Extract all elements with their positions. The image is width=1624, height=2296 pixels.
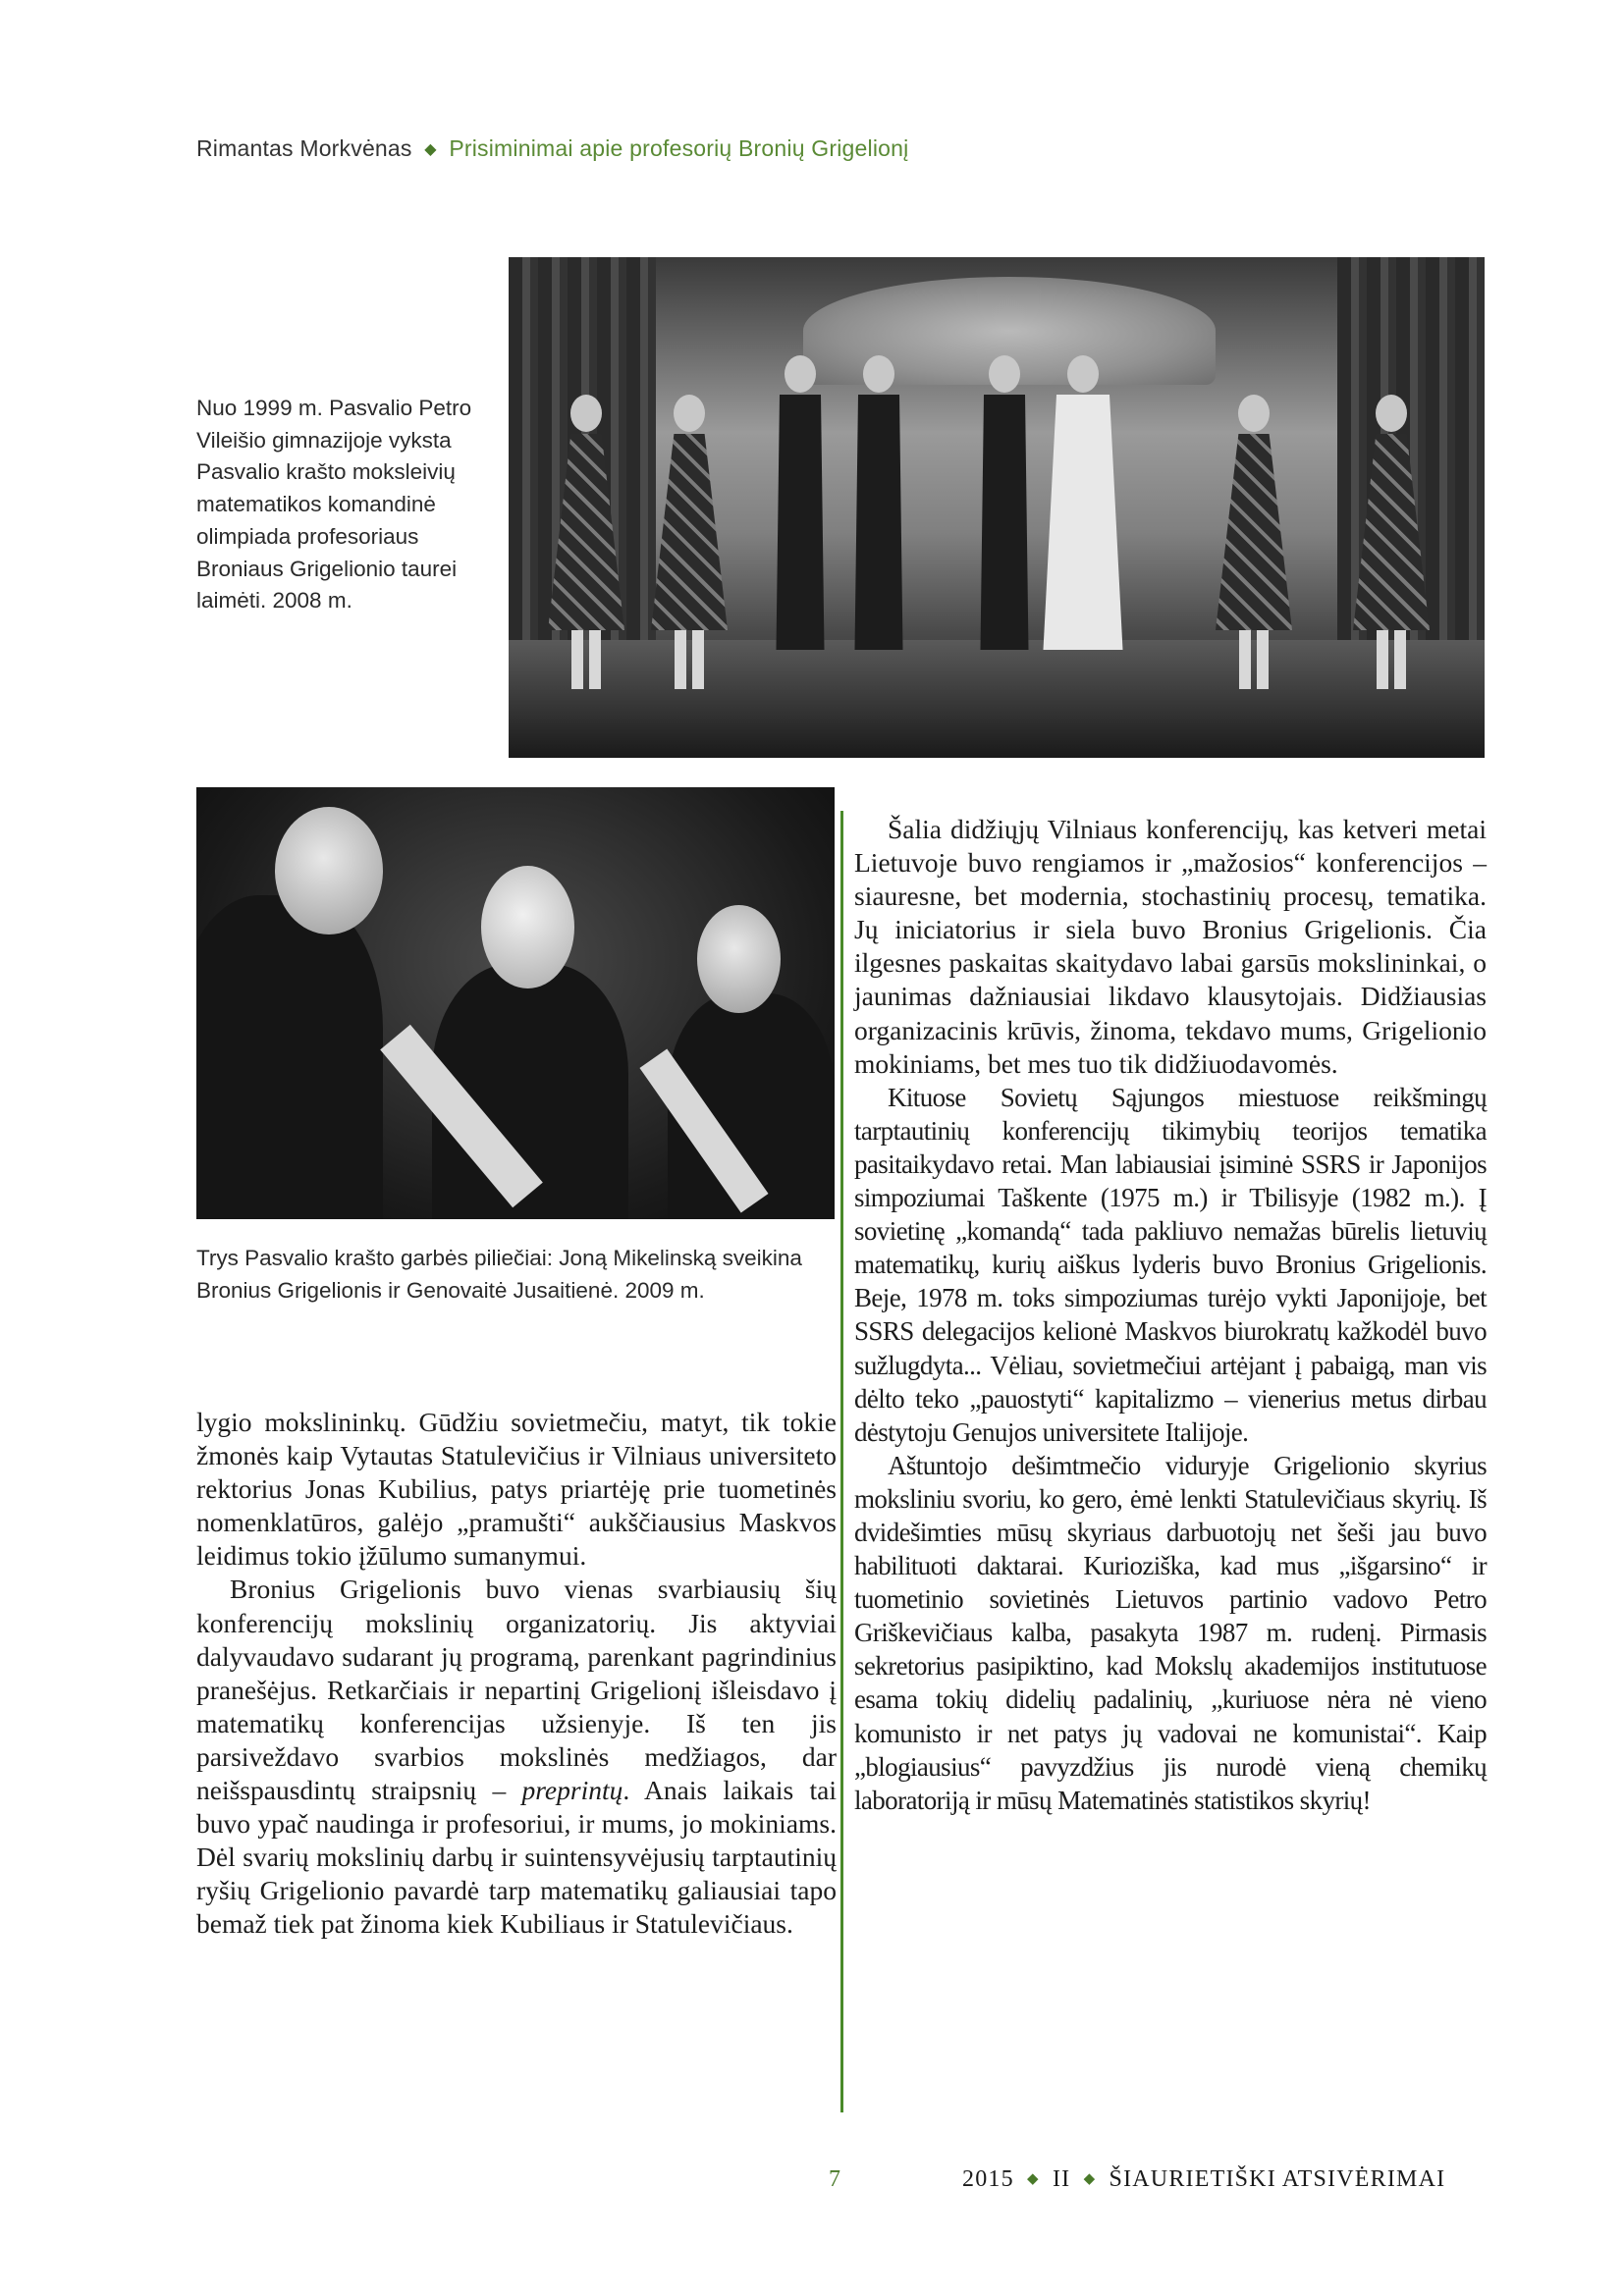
left-column	[196, 1406, 837, 1942]
person-right-face	[697, 905, 781, 1013]
paragraph: Šalia didžiųjų Vilniaus konferencijų, kas ketveri metai Lietuvoje buvo rengiamos ir „mažosios“ konferencijos – siauresne, bet modernia, stochastinių procesų, tematika. Jų iniciatorius ir siela buvo Bronius Grigelionis. Čia ilgesnes paskaitas skaitydavo labai garsūs mokslininkai, o jaunimas dažniausiai likdavo klausytojais. Didžiausias organizacinis krūvis, žinoma, tekdavo mums, Grigelionio mokiniams, bet mes tuo tik didžiuodavomės.	[854, 814, 1487, 1079]
citizens-photo-caption: Trys Pasvalio krašto garbės piliečiai: Joną Mikelinską sveikina Bronius Grigelionis ir Genovaitė Jusaitienė. 2009 m.	[196, 1246, 802, 1303]
student-figure	[651, 395, 728, 689]
page-number: 7	[829, 2166, 840, 2192]
diamond-separator-icon: ◆	[1027, 2171, 1040, 2187]
stage-photo	[509, 257, 1485, 758]
running-head	[196, 135, 908, 162]
paragraph: Bronius Grigelionis buvo vienas svarbiausių šių konferencijų mokslinių organizatorių. Jis aktyviai dalyvaudavo sudarant jų programą, parenkant pagrindinius pranešėjus. Retkarčiais ir nepartinį Grigelionį išleisdavo į matematikų konferencijas užsienyje. Iš ten jis parsiveždavo svarbios mokslinės medžiagos, dar neišspausdintų straipsnių – preprintų. Anais laikais tai buvo ypač naudinga ir profesoriui, ir mums, jo mokiniams. Dėl svarių mokslinių darbų ir suintensyvėjusių tarptautinių ryšių Grigelionio pavardė tarp matematikų galiausiai tapo bemaž tiek pat žinoma kiek Kubiliaus ir Statulevičiaus.	[196, 1574, 837, 1940]
paragraph: lygio mokslininkų. Gūdžiu sovietmečiu, matyt, tik tokie žmonės kaip Vytautas Statulevičius ir Vilniaus universiteto rektorius Jonas Kubilius, patys priartėję prie tuometinės nomenklatūros, galėjo „pramušti“ aukščiausius Maskvos leidimus tokio įžūlumo sumanymui.	[196, 1407, 837, 1572]
paragraph: Aštuntojo dešimtmečio viduryje Grigelionio skyrius moksliniu svoriu, ko gero, ėmė lenkti Statulevičiaus skyrių. Iš dvidešimties mūsų skyriaus darbuotojų net šeši jau buvo habilituoti daktarai. Kurioziška, kad mus „išgarsino“ ir tuometinio sovietinės Lietuvos partinio vadovo Petro Griškevičiaus kalba, pasakyta 1987 m. rudenį. Pirmasis sekretorius pasipiktino, kad Mokslų akademijos institutuose esama tokių didelių padalinių, „kuriuose nėra nė vieno komunisto ir net patys jų vadovai ne komunistai“. Kaip „blogiausius“ pavyzdžius jis nurodė vieną chemikų laboratoriją ir mūsų Matematinės statistikos skyrių!	[854, 1450, 1487, 1815]
student-figure	[1216, 395, 1292, 689]
footer-journal-title: ŠIAURIETIŠKI ATSIVĖRIMAI	[1109, 2166, 1446, 2192]
diamond-separator-icon: ◆	[1083, 2171, 1097, 2187]
running-head-article-title: Prisiminimai apie profesorių Bronių Grigelionį	[449, 135, 909, 161]
student-figure	[766, 355, 835, 650]
citizens-photo	[196, 787, 835, 1219]
person-left-suit	[196, 895, 383, 1219]
column-divider	[840, 811, 843, 2112]
running-head-author: Rimantas Morkvėnas	[196, 135, 412, 161]
right-column	[854, 813, 1487, 1817]
stage-photo-caption: Nuo 1999 m. Pasvalio Petro Vileišio gimnazijoje vyksta Pasvalio krašto moksleivių matematikos komandinė olimpiada profesoriaus Broniaus Grigelionio taurei laimėti. 2008 m.	[196, 396, 472, 614]
person-left-face	[275, 807, 383, 934]
diamond-separator-icon: ◆	[424, 141, 437, 158]
student-figure	[844, 355, 913, 650]
paragraph: Kituose Sovietų Sąjungos miestuose reikšmingų tarptautinių konferencijų tikimybių teorijos tematika pasitaikydavo retai. Man labiausiai įsiminė SSRS ir Japonijos simpoziumai Taškente (1975 m.) ir Tbilisyje (1982 m.). Į sovietinę „komandą“ tada pakliuvo nemažas būrelis lietuvių matematikų, kurių aiškus lyderis buvo Bronius Grigelionis. Beje, 1978 m. toks simpoziumas turėjo vykti Japonijoje, bet SSRS delegacijos kelionė Maskvos biurokratų kažkodėl buvo sužlugdyta... Vėliau, sovietmečiui artėjant į pabaigą, man vis dėlto teko „pauostyti“ kapitalizmo – vienerius metus dirbau dėstytoju Genujos universitete Italijoje.	[854, 1082, 1487, 1447]
student-figure	[548, 395, 624, 689]
footer-issue: II	[1052, 2166, 1071, 2192]
emphasis: preprintų	[521, 1775, 623, 1806]
person-center-face	[481, 866, 574, 988]
student-figure	[1039, 355, 1127, 650]
footer-year: 2015	[962, 2166, 1014, 2192]
student-figure	[970, 355, 1039, 650]
journal-footer	[962, 2166, 1445, 2193]
student-figure	[1353, 395, 1430, 689]
